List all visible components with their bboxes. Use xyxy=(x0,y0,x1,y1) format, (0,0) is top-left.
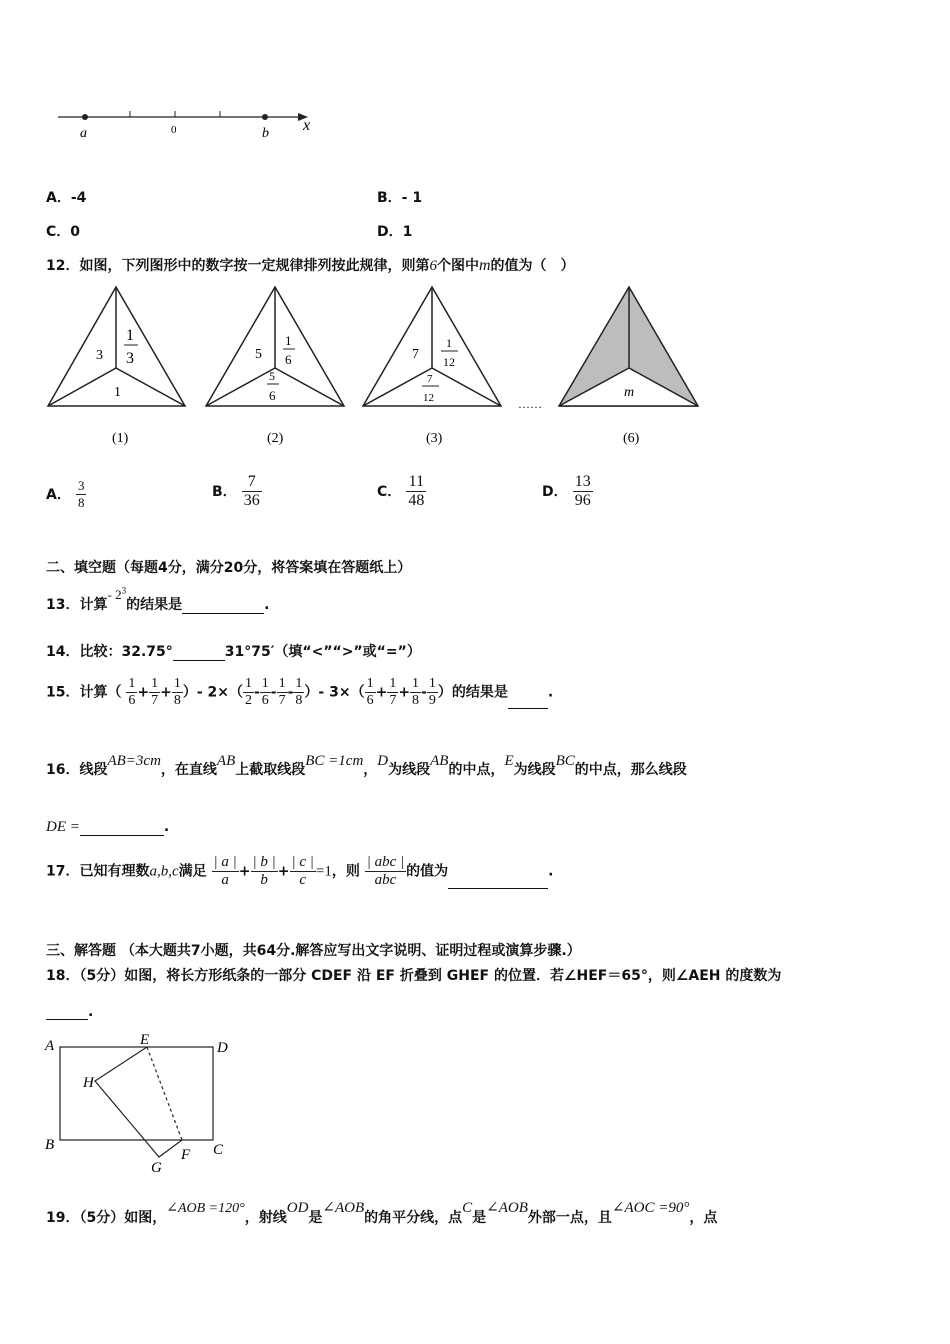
q12-option-c: C． $\frac{11}{48}$ xyxy=(377,473,425,509)
label-b: b xyxy=(262,126,269,141)
fig3-right-num: 1 xyxy=(446,336,452,350)
q16-line2: DE = . xyxy=(46,819,170,835)
label-A: A xyxy=(45,1038,55,1054)
label-a: a xyxy=(80,126,87,141)
q18-answer-line: . xyxy=(46,1004,93,1020)
fold-line-ef xyxy=(147,1047,182,1140)
triangle-fig-3 xyxy=(363,287,501,406)
q14: 14．比较：32.75° 31°75′（填“<”“>”或“=”） xyxy=(46,644,421,660)
label-F: F xyxy=(181,1147,191,1163)
fig1-left: 3 xyxy=(96,348,103,363)
fig6-bottom: m xyxy=(624,385,635,400)
label-zero: 0 xyxy=(171,124,177,136)
q12-figures xyxy=(40,282,710,452)
fig2-bottom-den: 6 xyxy=(269,388,276,403)
q11-option-a: A．-4 xyxy=(46,190,87,206)
q12-stem: 12．如图，下列图形中的数字按一定规律排列按此规律，则第6个图中m的值为（ ） xyxy=(46,257,575,274)
label-E: E xyxy=(140,1032,150,1048)
q17: 17．已知有理数a,b,c满足 $\frac{| a |}{a}$ + $\frac{| b |}{b}$ + $\frac{| c |}{c}$ =1，则 $\frac{\text{| abc |}}{\text{abc}}$ 的值为 . xyxy=(46,854,554,888)
fig6-caption: (6) xyxy=(623,431,640,446)
fig1-right-num: 1 xyxy=(126,327,134,344)
q15: 15．计算（ $\frac{1}{6}$ + $\frac{1}{7}$ + $\frac{1}{8}$ ）- 2×（ $\frac{1}{2}$ - $\frac{1}{6}$ - $\frac{1}{7}$ - $\frac{1}{8}$ ）- 3×（ $\frac{1}{6}$ + $\frac{1}{7}$ + $\frac{1}{8}$ - $\frac{1}{9}$ ）的结果是 . xyxy=(46,676,554,708)
fig3-right-den: 12 xyxy=(443,355,455,369)
q18-figure xyxy=(40,1030,240,1175)
fig2-right-den: 6 xyxy=(285,352,292,367)
rectangle-abcd xyxy=(60,1047,213,1140)
point-a xyxy=(82,114,88,120)
q11-option-d: D．1 xyxy=(377,224,413,240)
q11-option-c: C．0 xyxy=(46,224,81,240)
label-D: D xyxy=(217,1040,228,1056)
fig2-bottom-num: 5 xyxy=(269,369,275,383)
q19: 19．（5分）如图，∠AOB =120°，射线OD是∠AOB的角平分线，点C是∠AOB外部一点，且∠AOC =90°，点 xyxy=(46,1200,718,1226)
fig3-caption: (3) xyxy=(426,431,443,446)
label-x: x xyxy=(303,117,311,134)
section2-title: 二、填空题（每题4分，满分20分，将答案填在答题纸上） xyxy=(46,560,412,576)
fig2-caption: (2) xyxy=(267,431,284,446)
fig2-right-num: 1 xyxy=(285,333,292,348)
fig3-bottom-den: 12 xyxy=(423,392,434,404)
q12-option-b: B． $\frac{7}{36}$ xyxy=(212,473,260,509)
ellipsis: …… xyxy=(518,397,542,411)
fig1-right-den: 3 xyxy=(126,350,134,367)
q18-stem: 18．（5分）如图，将长方形纸条的一部分 CDEF 沿 EF 折叠到 GHEF 的位置．若∠HEF＝65°，则∠AEH 的度数为 xyxy=(46,968,782,984)
label-B: B xyxy=(45,1137,55,1153)
fig1-caption: (1) xyxy=(112,431,129,446)
q12-option-d: D． $\frac{13}{96}$ xyxy=(542,473,591,509)
label-H: H xyxy=(83,1075,94,1091)
fig3-left: 7 xyxy=(412,347,419,362)
fig1-bottom: 1 xyxy=(114,385,121,400)
section3-title: 三、解答题 （本大题共7小题，共64分.解答应写出文字说明、证明过程或演算步骤.） xyxy=(46,943,581,959)
label-G: G xyxy=(151,1160,162,1175)
q16-line1: 16．线段AB=3cm，在直线AB上截取线段BC =1cm，D为线段AB的中点，E为线段BC的中点，那么线段 xyxy=(46,753,687,778)
fig3-bottom-num: 7 xyxy=(427,373,433,385)
point-b xyxy=(262,114,268,120)
fig2-left: 5 xyxy=(255,347,262,362)
q11-option-b: B．- 1 xyxy=(377,190,423,206)
q12-option-a: A． $\frac{3}{8}$ xyxy=(46,478,85,510)
label-C: C xyxy=(213,1142,224,1158)
number-line-figure xyxy=(50,100,330,145)
q13: 13．计算- $2^3$的结果是 . xyxy=(46,585,270,613)
